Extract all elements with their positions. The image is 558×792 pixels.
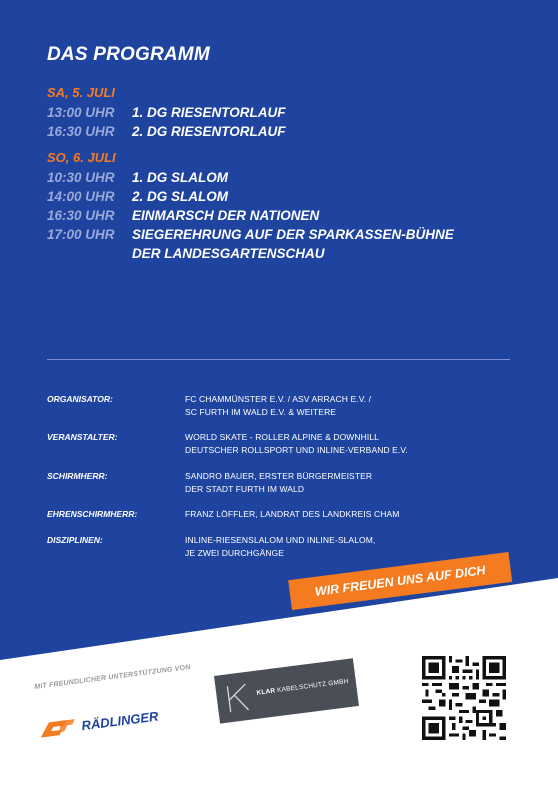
klar-brand: KLAR (256, 687, 276, 697)
schedule-event: 1. DG RIESENTORLAUF (132, 105, 286, 120)
support-text: MIT FREUNDLICHER UNTERSTÜTZUNG VON (34, 664, 191, 691)
schedule-time: 16:30 UHR (47, 208, 115, 223)
klar-wordmark (256, 678, 349, 697)
day-label-sunday: SO, 6. JULI (47, 150, 116, 165)
info-label: DISZIPLINEN: (47, 535, 103, 545)
info-label: SCHIRMHERR: (47, 471, 108, 481)
info-value (185, 534, 515, 559)
info-value-line1: SANDRO BAUER, ERSTER BÜRGERMEISTER (185, 471, 373, 481)
schedule-row (47, 187, 228, 206)
schedule-time: 16:30 UHR (47, 124, 115, 139)
schedule-time: 14:00 UHR (47, 189, 115, 204)
info-value (185, 508, 515, 521)
info-label: ORGANISATOR: (47, 394, 113, 404)
schedule-time: 13:00 UHR (47, 105, 115, 120)
schedule-event: 1. DG SLALOM (132, 170, 229, 185)
schedule-time: 10:30 UHR (47, 170, 115, 185)
qr-code-icon (422, 656, 506, 740)
info-value (185, 431, 515, 456)
schedule-time: 17:00 UHR (47, 227, 115, 242)
schedule-event: EINMARSCH DER NATIONEN (132, 208, 320, 223)
info-value-line1: FRANZ LÖFFLER, LANDRAT DES LANDKREIS CHAM (185, 509, 400, 519)
section-divider (47, 359, 510, 360)
schedule-event (132, 225, 454, 263)
schedule-row (47, 122, 286, 141)
day-label-saturday: SA, 5. JULI (47, 85, 115, 100)
klar-k-icon (223, 682, 253, 715)
info-label: EHRENSCHIRMHERR: (47, 509, 138, 519)
tagline-banner: WIR FREUEN UNS AUF DICH (288, 552, 512, 610)
info-value-line2: DEUTSCHER ROLLSPORT UND INLINE-VERBAND E.V. (185, 444, 408, 455)
qr-code (422, 656, 506, 740)
schedule-row (47, 225, 454, 263)
schedule-row (47, 168, 228, 187)
info-value-line1: FC CHAMMÜNSTER E.V. / ASV ARRACH E.V. / (185, 394, 372, 404)
info-value-line1: WORLD SKATE - ROLLER ALPINE & DOWNHILL (185, 432, 379, 442)
schedule-event-line2: DER LANDESGARTENSCHAU (132, 246, 325, 261)
program-title: DAS PROGRAMM (47, 44, 210, 65)
info-value-line2: JE ZWEI DURCHGÄNGE (185, 547, 285, 558)
info-value (185, 393, 515, 418)
info-value-line2: DER STADT FURTH IM WALD (185, 483, 305, 494)
info-value (185, 470, 515, 495)
info-label: VERANSTALTER: (47, 432, 118, 442)
schedule-event-line1: SIEGEREHRUNG AUF DER SPARKASSEN-BÜHNE (132, 227, 454, 242)
schedule-event: 2. DG RIESENTORLAUF (132, 124, 286, 139)
klar-subtitle: KABELSCHUTZ GMBH (276, 677, 349, 695)
info-value-line1: INLINE-RIESENSLALOM UND INLINE-SLALOM, (185, 535, 376, 545)
info-value-line2: SC FURTH IM WALD E.V. & WEITERE (185, 406, 337, 417)
schedule-row (47, 103, 286, 122)
schedule-row (47, 206, 319, 225)
radlinger-wordmark: RÄDLINGER (80, 708, 160, 734)
schedule-event: 2. DG SLALOM (132, 189, 229, 204)
